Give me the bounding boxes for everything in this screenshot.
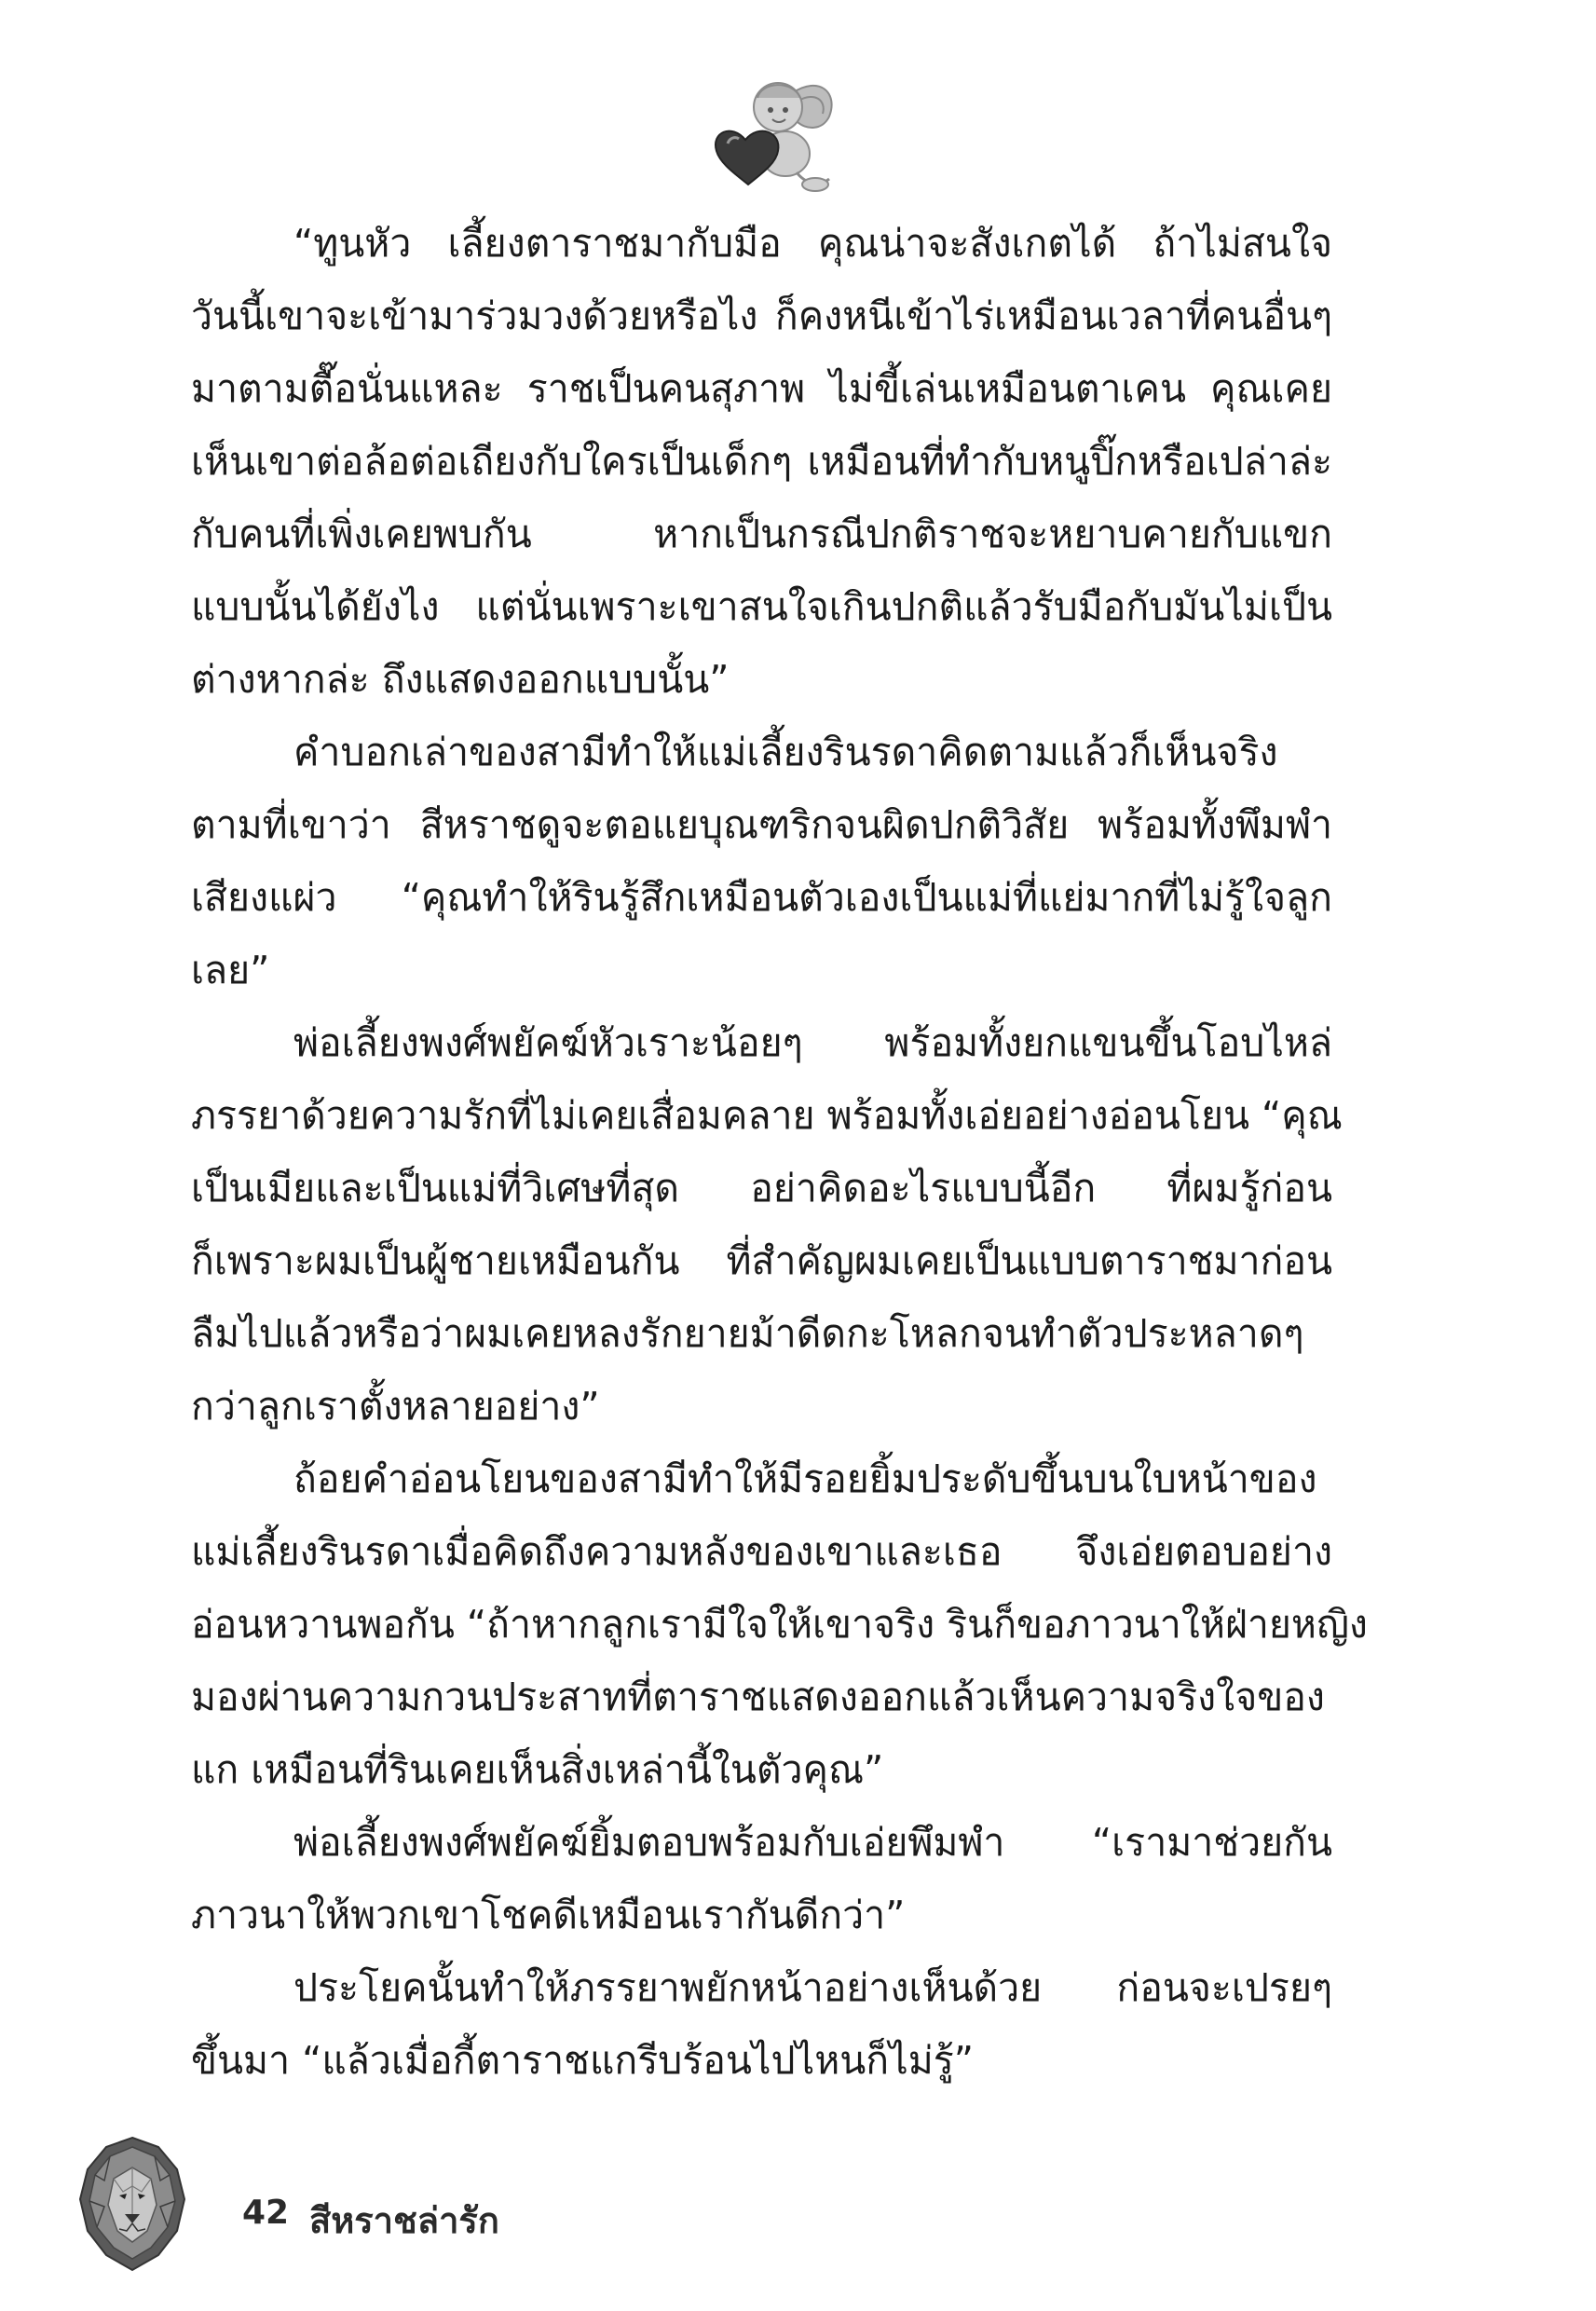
text-line: วันนี้เขาจะเข้ามาร่วมวงด้วยหรือไง ก็คงหนีเข้าไร่เหมือนเวลาที่คนอื่นๆ — [191, 294, 1332, 338]
paragraph — [191, 716, 1332, 1006]
text-line: แม่เลี้ยงรินรดาเมื่อคิดถึงความหลังของเขาและเธอ จึงเอ่ยตอบอย่าง — [191, 1529, 1332, 1574]
text-line: มองผ่านความกวนประสาทที่ตาราชแสดงออกแล้วเห็นความจริงใจของ — [191, 1675, 1325, 1719]
text-line: แก เหมือนที่รินเคยเห็นสิ่งเหล่านี้ในตัวคุณ” — [191, 1747, 884, 1792]
text-line: มาตามตื๊อนั่นแหละ ราชเป็นคนสุภาพ ไม่ขี้เล่นเหมือนตาเคน คุณเคย — [191, 366, 1332, 411]
text-line: เสียงแผ่ว “คุณทำให้รินรู้สึกเหมือนตัวเองเป็นแม่ที่แย่มากที่ไม่รู้ใจลูก — [191, 875, 1332, 920]
text-line: ขึ้นมา “แล้วเมื่อกี้ตาราชแกรีบร้อนไปไหนก็ไม่รู้” — [191, 2038, 974, 2083]
text-line: พ่อเลี้ยงพงศ์พยัคฆ์ยิ้มตอบพร้อมกับเอ่ยพึมพำ “เรามาช่วยกัน — [293, 1820, 1332, 1865]
text-line: ภาวนาให้พวกเขาโชคดีเหมือนเรากันดีกว่า” — [191, 1893, 906, 1937]
text-line: ลืมไปแล้วหรือว่าผมเคยหลงรักยายม้าดีดกะโหลกจนทำตัวประหลาดๆ — [191, 1311, 1304, 1356]
text-line: “ทูนหัว เลี้ยงตาราชมากับมือ คุณน่าจะสังเกตได้ ถ้าไม่สนใจ — [293, 221, 1332, 266]
text-line: ตามที่เขาว่า สีหราชดูจะตอแยบุณฑริกจนผิดปกติวิสัย พร้อมทั้งพึมพำ — [191, 802, 1332, 847]
book-title: สีหราชล่ารัก — [309, 2200, 499, 2241]
text-line: ก็เพราะผมเป็นผู้ชายเหมือนกัน ที่สำคัญผมเคยเป็นแบบตาราชมาก่อน — [191, 1238, 1332, 1283]
text-line: เป็นเมียและเป็นแม่ที่วิเศษที่สุด อย่าคิดอะไรแบบนี้อีก ที่ผมรู้ก่อน — [191, 1166, 1332, 1210]
lion-head-icon — [76, 2134, 188, 2274]
text-line: พ่อเลี้ยงพงศ์พยัคฆ์หัวเราะน้อยๆ พร้อมทั้งยกแขนขึ้นโอบไหล่ — [293, 1020, 1332, 1065]
text-line: แบบนั้นได้ยังไง แต่นั่นเพราะเขาสนใจเกินปกติแล้วรับมือกับมันไม่เป็น — [191, 584, 1332, 629]
text-line: เห็นเขาต่อล้อต่อเถียงกับใครเป็นเด็กๆ เหมือนที่ทำกับหนูปิ๊กหรือเปล่าล่ะ — [191, 439, 1332, 484]
text-line: ถ้อยคำอ่อนโยนของสามีทำให้มีรอยยิ้มประดับขึ้นบนใบหน้าของ — [293, 1456, 1317, 1501]
paragraph — [191, 1806, 1332, 1951]
body-text — [191, 207, 1368, 2097]
text-line: ต่างหากล่ะ ถึงแสดงออกแบบนั้น” — [191, 657, 730, 702]
page-footer — [76, 2134, 635, 2274]
paragraph — [191, 1443, 1368, 1806]
cupid-heart-icon — [703, 65, 843, 196]
text-line: กว่าลูกเราตั้งหลายอย่าง” — [191, 1384, 600, 1429]
text-line: กับคนที่เพิ่งเคยพบกัน หากเป็นกรณีปกติราชจะหยาบคายกับแขก — [191, 512, 1332, 556]
text-line: อ่อนหวานพอกัน “ถ้าหากลูกเรามีใจให้เขาจริง รินก็ขอภาวนาให้ฝ่ายหญิง — [191, 1602, 1368, 1647]
text-line: เลย” — [191, 948, 270, 992]
paragraph — [191, 207, 1332, 716]
text-line: ประโยคนั้นทำให้ภรรยาพยักหน้าอย่างเห็นด้วย ก่อนจะเปรยๆ — [293, 1965, 1332, 2010]
paragraph — [191, 1951, 1332, 2097]
paragraph — [191, 1006, 1343, 1443]
page-number: 42 — [242, 2194, 290, 2232]
text-line: คำบอกเล่าของสามีทำให้แม่เลี้ยงรินรดาคิดตามแล้วก็เห็นจริง — [293, 730, 1278, 774]
text-line: ภรรยาด้วยความรักที่ไม่เคยเสื่อมคลาย พร้อมทั้งเอ่ยอย่างอ่อนโยน “คุณ — [191, 1093, 1343, 1138]
